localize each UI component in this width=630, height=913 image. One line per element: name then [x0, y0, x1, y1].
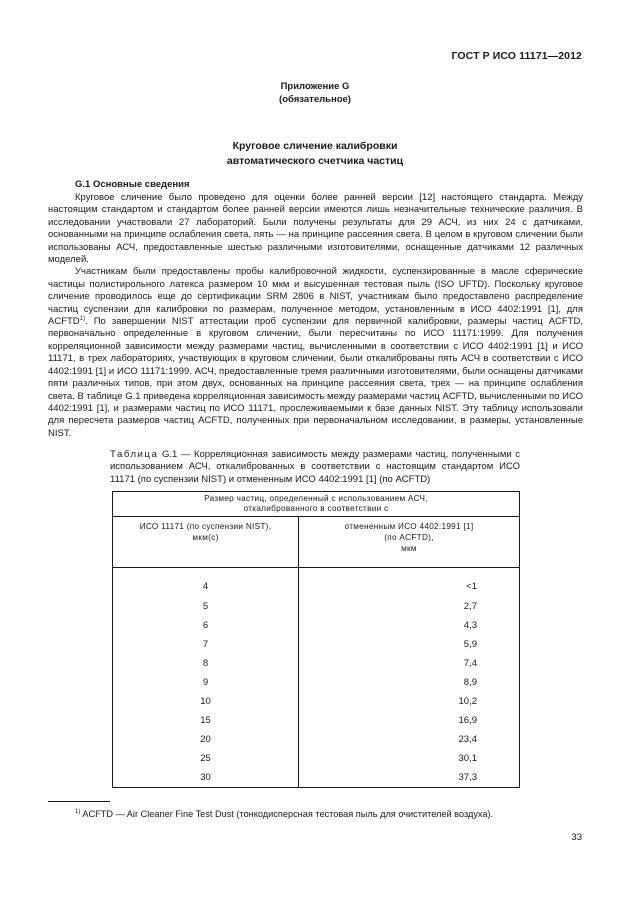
standard-code: ГОСТ Р ИСО 11171—2012 [451, 50, 582, 62]
table-caption [110, 449, 520, 486]
footnote [75, 809, 493, 819]
table-group-header-line1: Размер частиц, определенный с использованием АСЧ, [204, 493, 428, 503]
appendix-title [0, 139, 630, 169]
cell-iso11171: 4 [113, 568, 299, 598]
table-row [113, 654, 520, 673]
cell-iso4402: 37,3 [299, 768, 520, 788]
table-caption-text: G.1 — Корреляционная зависимость между размерами частиц, полученными с использованием АСЧ, откалиброванных в соответствии с настоящим стандартом ИСО 11171 (по суспензии NIST) и отмененным ИСО 4402:1991 [1] (по ACFTD) [110, 449, 520, 485]
cell-iso4402: 10,2 [299, 692, 520, 711]
col2-header-line3: мкм [401, 544, 417, 553]
cell-iso11171: 7 [113, 635, 299, 654]
cell-iso11171: 25 [113, 749, 299, 768]
table-group-header-line2: откалиброванного в соответствии с [243, 504, 389, 513]
paragraph-2-part-a: Участникам были предоставлены пробы калибровочной жидкости, суспензированные в масле сферические частицы полистирольного латекса размером 10 мкм и высушенная тестовая пыль (ISO UFTD). Поскольку круговое сличение проводилось еще до сертификации SRM 2806 в NIST, участникам было предоставлено распределение частиц суспензии для калибровки по размерам, полученное методом, установленным в ИСО 4402:1991 [1], для ACFTD [48, 266, 583, 328]
col2-header-line1: отмененным ИСО 4402:1991 [1] [344, 522, 474, 531]
cell-iso4402: 5,9 [299, 635, 520, 654]
cell-iso4402: 2,7 [299, 597, 520, 616]
cell-iso4402: 4,3 [299, 616, 520, 635]
appendix-heading [0, 80, 630, 106]
table-row [113, 692, 520, 711]
cell-iso11171: 20 [113, 730, 299, 749]
table-row [113, 730, 520, 749]
cell-iso4402: 23,4 [299, 730, 520, 749]
table-row [113, 616, 520, 635]
table-row [113, 768, 520, 788]
cell-iso11171: 30 [113, 768, 299, 788]
table-row [113, 673, 520, 692]
cell-iso4402: 8,9 [299, 673, 520, 692]
footnote-text: ACFTD — Air Cleaner Fine Test Dust (тонкодисперсная тестовая пыль для очистителей воздуха). [80, 809, 494, 820]
table-row [113, 597, 520, 616]
cell-iso11171: 10 [113, 692, 299, 711]
appendix-status: (обязательное) [279, 94, 351, 105]
cell-iso4402: <1 [299, 568, 520, 598]
footnote-ref: 1) [79, 315, 86, 322]
cell-iso4402: 30,1 [299, 749, 520, 768]
table-row [113, 711, 520, 730]
table-col-header-iso4402 [299, 517, 520, 568]
page-number: 33 [571, 832, 582, 843]
table-caption-label: Таблица [110, 449, 159, 460]
table-row [113, 635, 520, 654]
paragraph-2-part-b: . По завершении NIST аттестации проб суспензии для первичной калибровки, размеры частиц ACFTD, первоначально определенные в круговом сличении, были пересчитаны по ИСО 11171:1999. Для получения корреляционной зависимости между размерами частиц, вычисленными в соответствии с ИСО 4402:1991 [1] и ИСО 11171, в трех лабораториях, участвующих в круговом сличении, были откалиброваны пять АСЧ в соответствии с ИСО 4402:1991 [1] и ИСО 11171:1999. АСЧ, предоставленные тремя различными изготовителями, были оснащены датчиками пяти различных типов, при этом двух, основанных на принципе рассеяния света, трех — на принципе ослабления света. В таблице G.1 приведена корреляционная зависимость между размерами частиц ACFTD, вычисленными по ИСО 4402:1991 [1], и размерами частиц по ИСО 11171, прослеживаемыми к базе данных NIST. Эту таблицу использовали для пересчета размеров частиц ACFTD, полученных при первоначальном исследовании, в размеры, установленные NIST. [48, 316, 583, 439]
table-group-header [113, 492, 520, 517]
section-heading: G.1 Основные сведения [75, 179, 190, 190]
correlation-table [112, 491, 520, 788]
col1-header-line2: мкм(c) [192, 533, 219, 542]
cell-iso4402: 7,4 [299, 654, 520, 673]
paragraph-1: Круговое сличение было проведено для оценки более ранней версии [12] настоящего стандарта. Между настоящим стандартом и стандартом более ранней версии имеются лишь незначительные технические различия. В исследовании участвовали 27 лабораторий. Были получены результаты для 29 АСЧ, из них 24 с датчиками, основанными на принципе ослабления света, пять — на принципе рассеяния света. В целом в круговом сличении были использованы АСЧ, предоставленные шестью различными изготовителями, оснащенные датчиками 12 различных моделей. [48, 192, 583, 266]
paragraph-2 [48, 266, 583, 440]
appendix-label: Приложение G [280, 81, 350, 92]
cell-iso11171: 5 [113, 597, 299, 616]
body-text [48, 192, 583, 440]
cell-iso11171: 15 [113, 711, 299, 730]
table-col-header-iso11171 [113, 517, 299, 568]
col2-header-line2: (по ACFTD), [384, 533, 434, 542]
footnote-divider [48, 801, 110, 802]
cell-iso11171: 6 [113, 616, 299, 635]
cell-iso11171: 8 [113, 654, 299, 673]
appendix-title-line2: автоматического счетчика частиц [226, 155, 404, 167]
cell-iso11171: 9 [113, 673, 299, 692]
footnote-marker: 1) [75, 809, 81, 815]
table-row [113, 749, 520, 768]
col1-header-line1: ИСО 11171 (по суспензии NIST), [139, 522, 272, 531]
cell-iso4402: 16,9 [299, 711, 520, 730]
table-body [113, 568, 520, 788]
appendix-title-line1: Круговое сличение калибровки [232, 140, 398, 152]
table-row [113, 568, 520, 598]
